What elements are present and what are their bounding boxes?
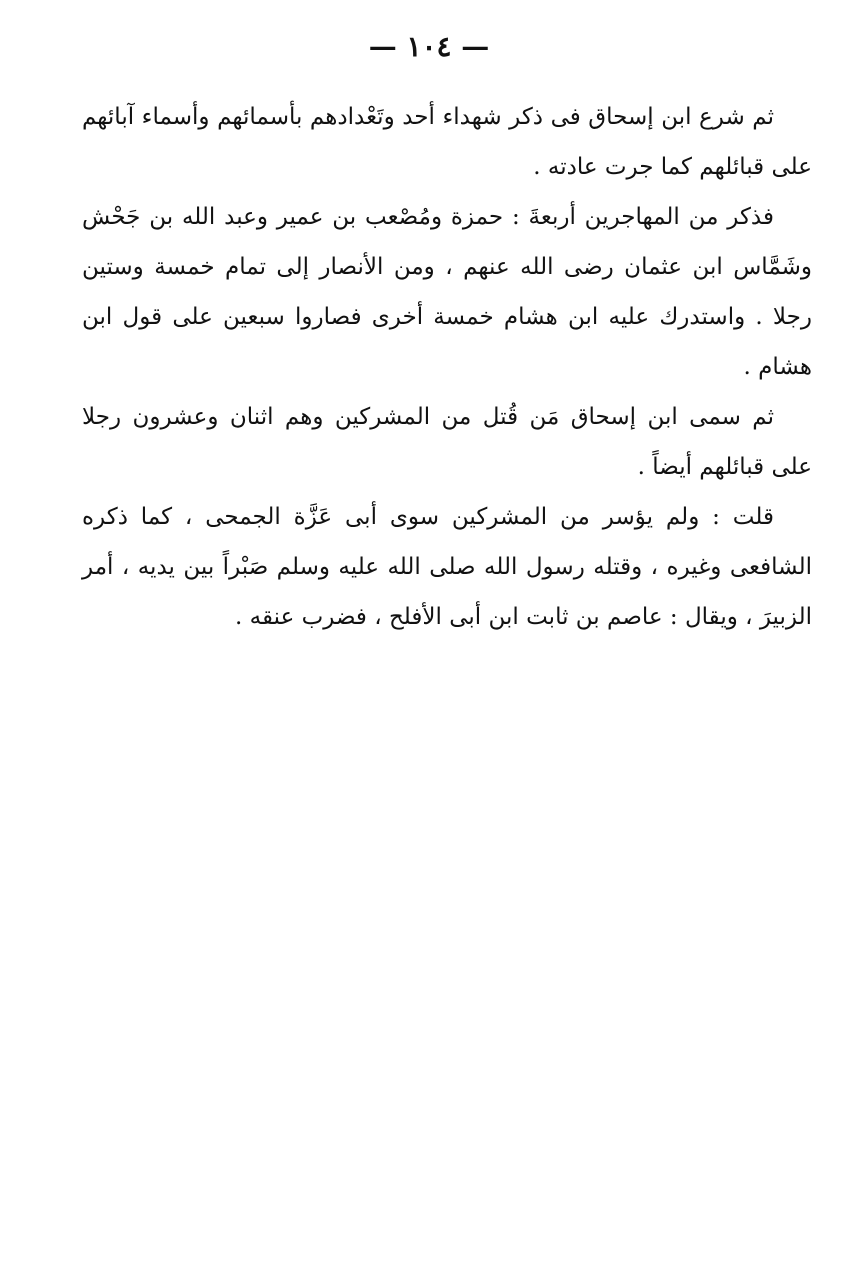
paragraph-mushrikin: ثم سمى ابن إسحاق مَن قُتل من المشركين وهم اثنان وعشرون رجلا على قبائلهم أيضاً . <box>82 404 812 480</box>
paragraph-shuhada: ثم شرع ابن إسحاق فى ذكر شهداء أحد وتَعْدادهم بأسمائهم وأسماء آبائهم على قبائلهم كما جرت عادته . <box>82 104 812 180</box>
paragraph-muhajirin: فذكر من المهاجرين أربعةَ : حمزة ومُصْعب بن عمير وعبد الله بن جَحْش وشَمَّاس ابن عثمان رضى الله عنهم ، ومن الأنصار إلى تمام خمسة وستين رجلا . واستدرك عليه ابن هشام خمسة أخرى فصاروا سبعين على قول ابن هشام . <box>82 204 812 380</box>
page-number: — ١٠٤ — <box>368 30 490 63</box>
body-text <box>82 92 812 642</box>
paragraph-qultu: قلت : ولم يؤسر من المشركين سوى أبى عَزَّة الجمحى ، كما ذكره الشافعى وغيره ، وقتله رسول الله صلى الله عليه وسلم صَبْراً بين يديه ، أمر الزبيرَ ، ويقال : عاصم بن ثابت ابن أبى الأفلح ، فضرب عنقه . <box>82 504 812 630</box>
